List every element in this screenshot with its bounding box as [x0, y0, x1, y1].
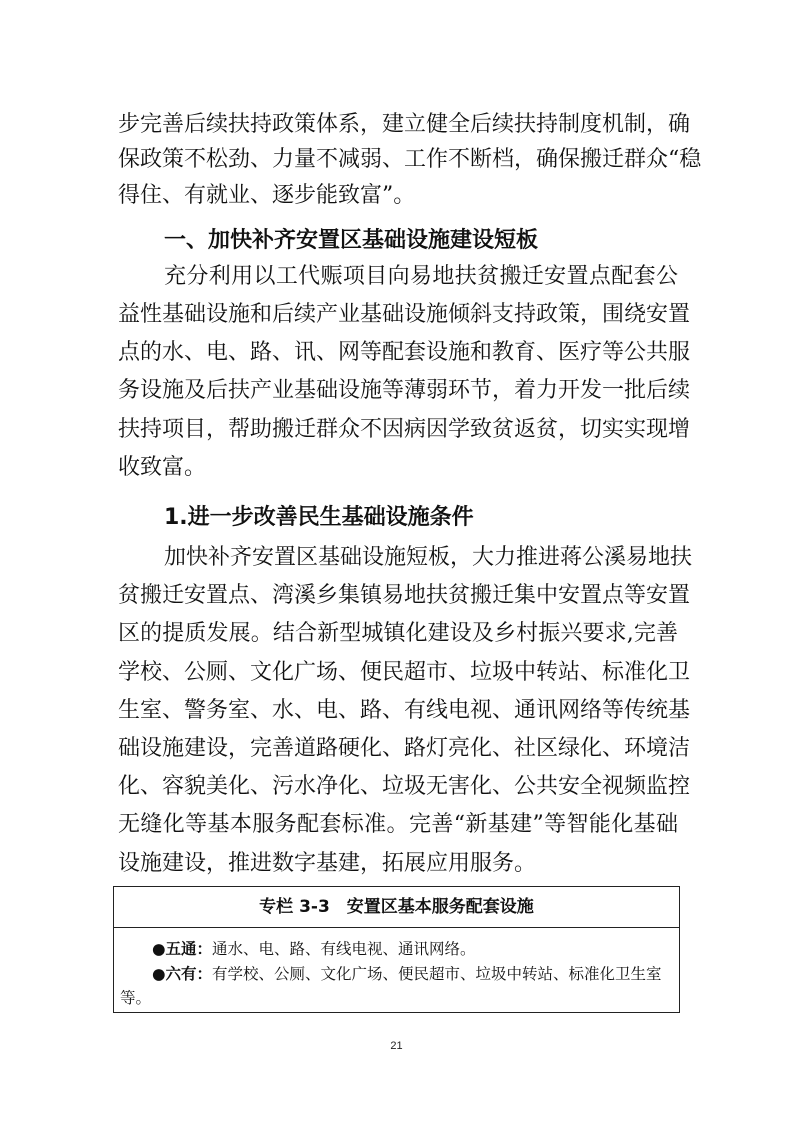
section-line-1: 充分利用以工代赈项目向易地扶贫搬迁安置点配套公 — [164, 264, 678, 289]
info-box-item-2-continuation: 等。 — [120, 989, 152, 1007]
section-heading: 一、加快补齐安置区基础设施建设短板 — [164, 228, 539, 253]
section-line-3: 点的水、电、路、讯、网等配套设施和教育、医疗等公共服 — [118, 340, 691, 365]
subsection-line-1: 加快补齐安置区基础设施短板，大力推进蒋公溪易地扶 — [164, 545, 693, 570]
item-1-label: ●五通： — [152, 940, 213, 958]
page-number: 21 — [390, 1040, 403, 1052]
section-line-4: 务设施及后扶产业基础设施等薄弱环节，着力开发一批后续 — [118, 378, 691, 403]
item-1-text: 通水、电、路、有线电视、通讯网络。 — [212, 940, 476, 958]
section-line-5: 扶持项目，帮助搬迁群众不因病因学致贫返贫，切实实现增 — [118, 417, 691, 442]
info-box — [113, 886, 680, 1013]
subsection-line-5: 生室、警务室、水、电、路、有线电视、通讯网络等传统基 — [118, 698, 691, 723]
subsection-line-8: 无缝化等基本服务配套标准。完善“新基建”等智能化基础 — [118, 812, 678, 837]
item-2-text: 有学校、公厕、文化广场、便民超市、垃圾中转站、标准化卫生室 — [212, 965, 662, 983]
intro-line-3: 得住、有就业、逐步能致富”。 — [118, 183, 416, 208]
info-box-item-2 — [152, 963, 662, 985]
subsection-heading: 1.进一步改善民生基础设施条件 — [164, 505, 474, 530]
info-box-title: 专栏 3-3 安置区基本服务配套设施 — [114, 887, 679, 928]
subsection-line-3: 区的提质发展。结合新型城镇化建设及乡村振兴要求,完善 — [118, 621, 678, 646]
subsection-line-9: 设施建设，推进数字基建，拓展应用服务。 — [118, 851, 537, 876]
subsection-line-2: 贫搬迁安置点、湾溪乡集镇易地扶贫搬迁集中安置点等安置 — [118, 583, 691, 608]
intro-line-2: 保政策不松劲、力量不减弱、工作不断档，确保搬迁群众“稳 — [118, 147, 702, 172]
intro-line-1: 步完善后续扶持政策体系，建立健全后续扶持制度机制，确 — [118, 112, 691, 137]
subsection-line-6: 础设施建设，完善道路硬化、路灯亮化、社区绿化、环境洁 — [118, 736, 691, 761]
subsection-line-4: 学校、公厕、文化广场、便民超市、垃圾中转站、标准化卫 — [118, 660, 691, 685]
section-line-2: 益性基础设施和后续产业基础设施倾斜支持政策，围绕安置 — [118, 302, 691, 327]
subsection-line-7: 化、容貌美化、污水净化、垃圾无害化、公共安全视频监控 — [118, 774, 691, 799]
section-line-6: 收致富。 — [118, 455, 207, 480]
item-2-label: ●六有： — [152, 965, 213, 983]
info-box-item-1 — [152, 938, 476, 960]
